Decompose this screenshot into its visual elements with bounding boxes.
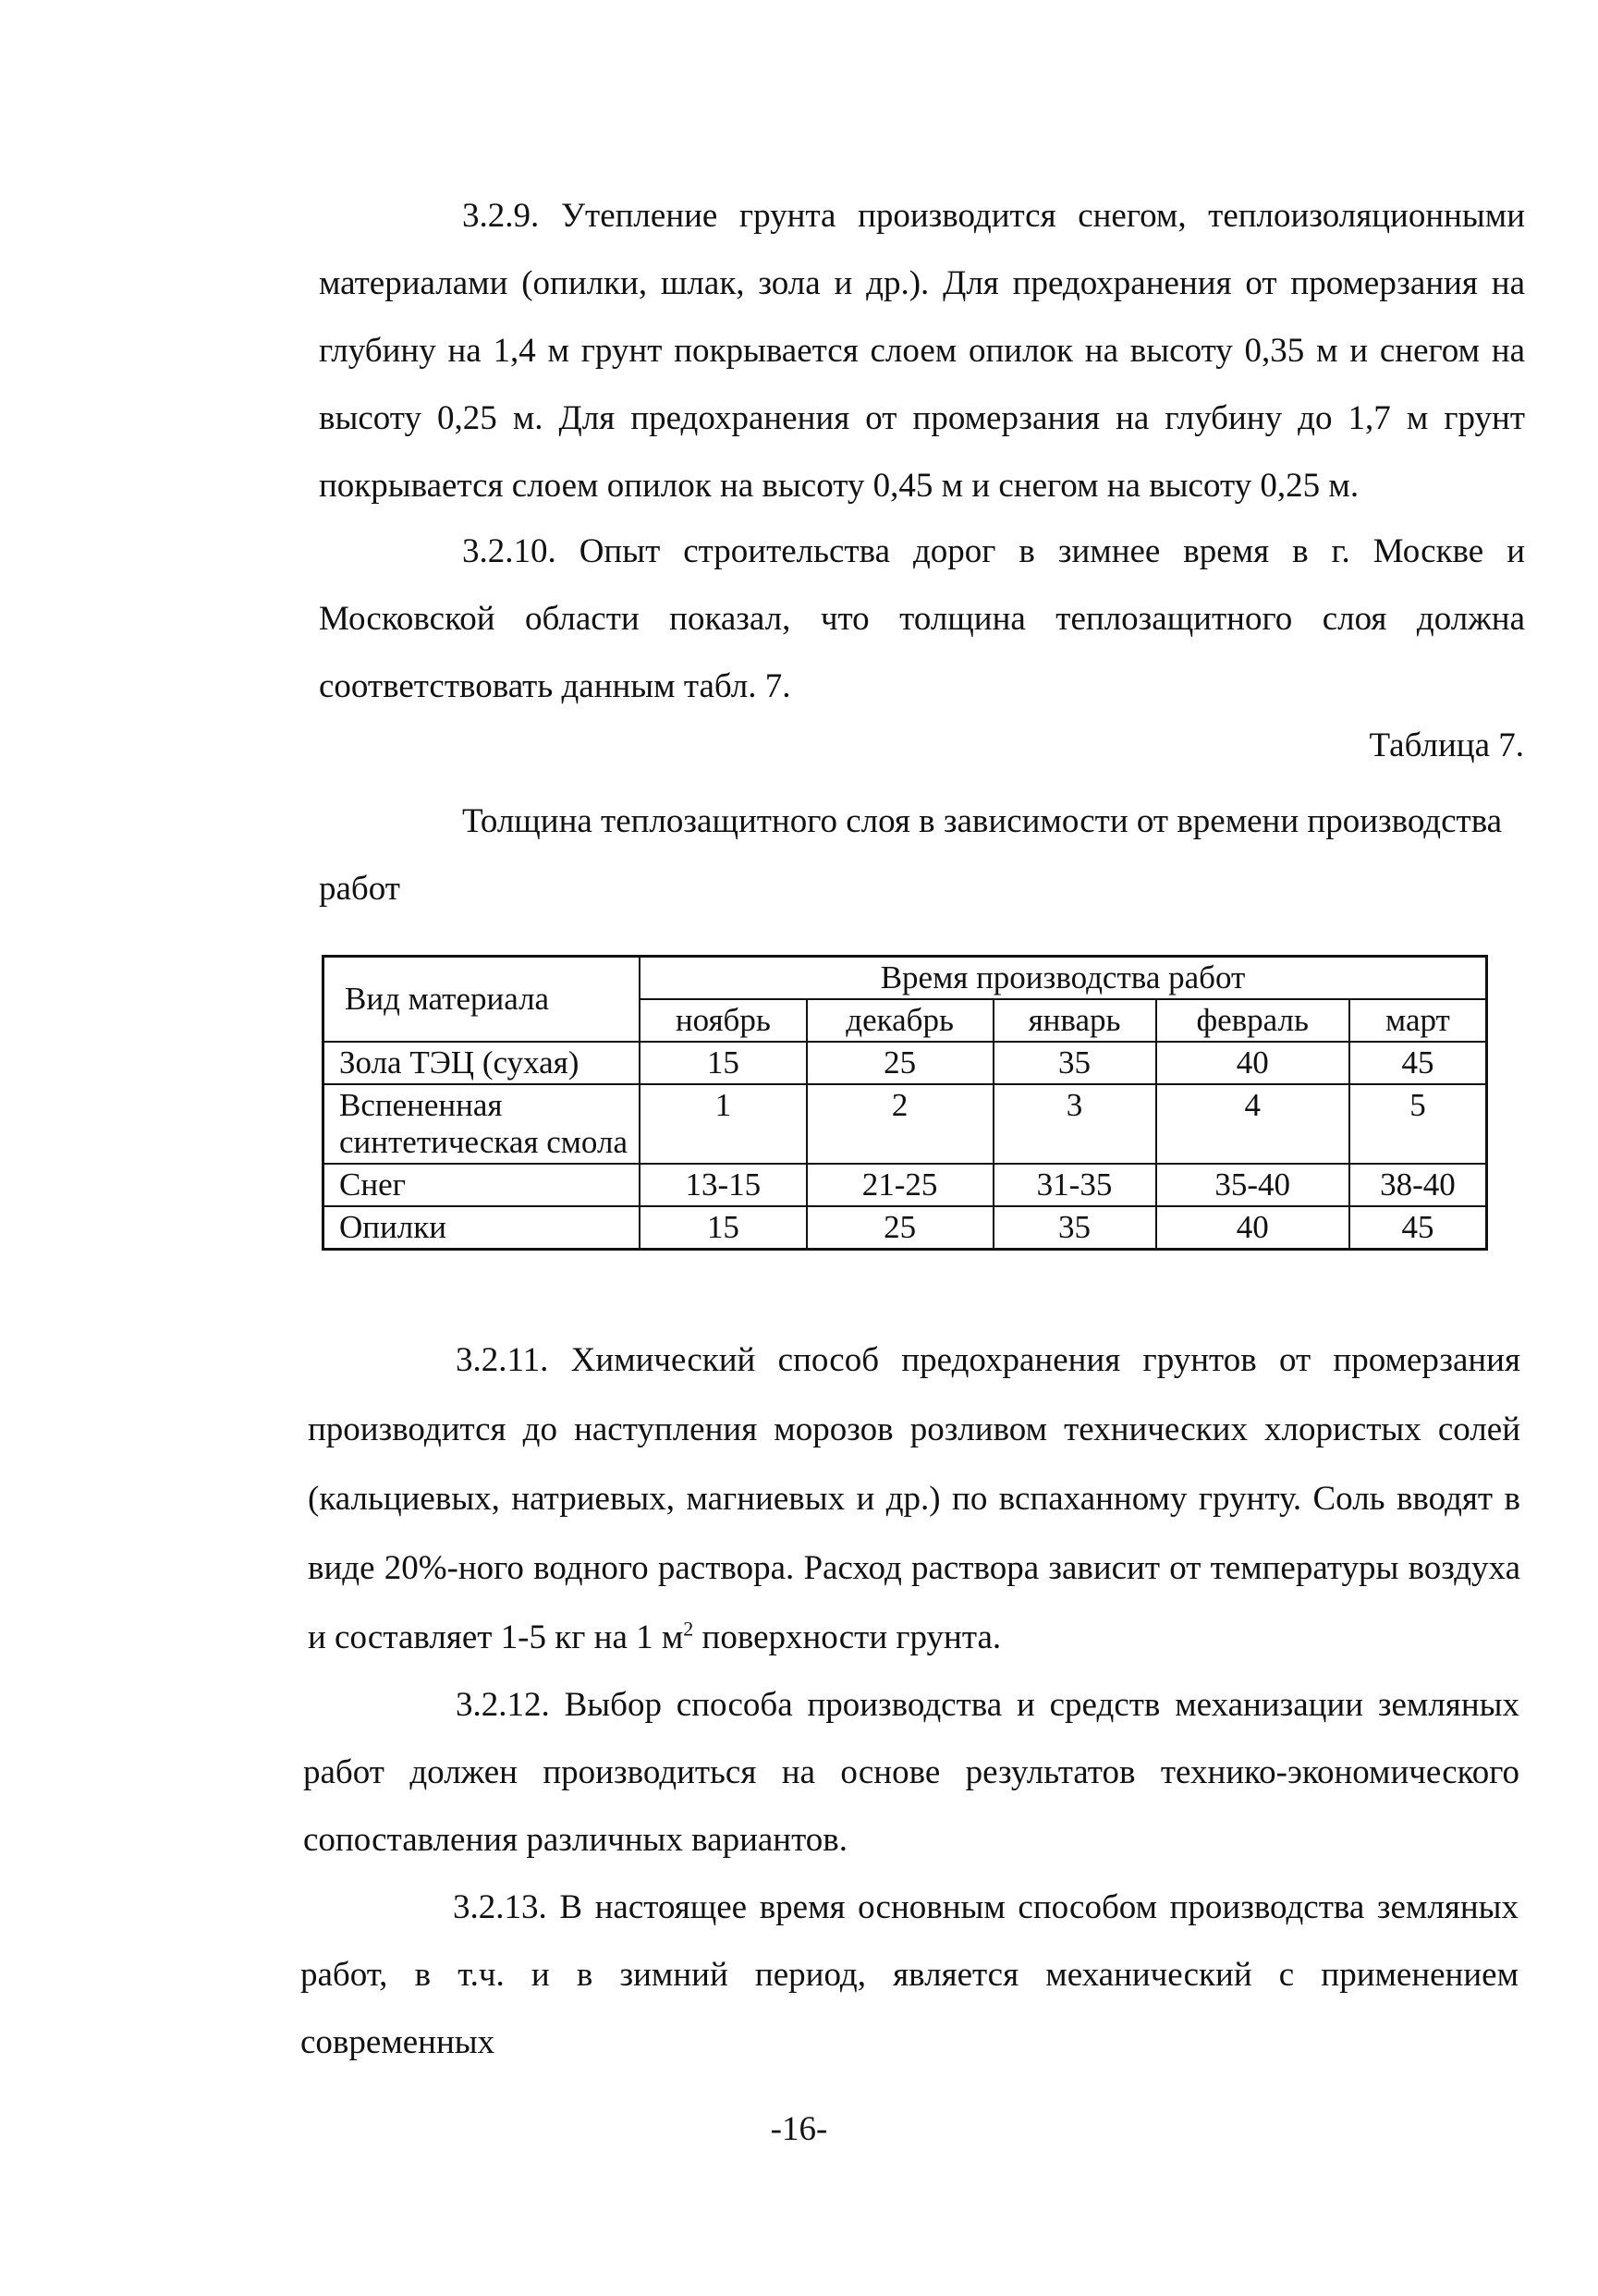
table-header-row [323,957,1487,1000]
table-cell: 35 [994,1206,1156,1250]
table-row [323,1164,1487,1206]
header-month-march: март [1349,999,1487,1042]
table-row [323,1206,1487,1250]
table-cell: 25 [807,1206,994,1250]
table-cell: 1 [640,1084,807,1164]
insulation-thickness-table [322,955,1488,1251]
table-caption: Толщина теплозащитного слоя в зависимости от времени производства работ [319,802,1503,908]
table-cell: 13-15 [640,1164,807,1206]
row-material: Снег [323,1164,640,1206]
paragraph-3-2-11-text: 3.2.11. Химический способ предохранения грунтов от промерзания производится до наступления морозов розливом технических хлористых солей (кальциевых, натриевых, магниевых и др.) по вспаханному грунту. Соль вводят в виде 20%-ного водного раствора. Расход раствора зависит от температуры воздуха и составляет 1-5 кг на 1 м [308,1341,1520,1656]
table-cell: 38-40 [1349,1164,1487,1206]
table-cell: 15 [640,1042,807,1084]
table-cell: 4 [1156,1084,1349,1164]
header-month-january: январь [994,999,1156,1042]
table-cell: 35 [994,1042,1156,1084]
table-cell: 21-25 [807,1164,994,1206]
paragraph-3-2-12: 3.2.12. Выбор способа производства и средств механизации земляных работ должен производиться на основе результатов технико-экономического сопоставления различных вариантов. [303,1686,1519,1859]
page-number: -16- [770,2110,828,2148]
table-label: Таблица 7. [1369,727,1524,764]
paragraph-3-2-9: 3.2.9. Утепление грунта производится снегом, теплоизоляционными материалами (опилки, шлак, зола и др.). Для предохранения от промерзания на глубину на 1,4 м грунт покрывается слоем опилок на высоту 0,35 м и снегом на высоту 0,25 м. Для предохранения от промерзания на глубину до 1,7 м грунт покрывается слоем опилок на высоту 0,45 м и снегом на высоту 0,25 м. [319,197,1525,505]
table-row [323,1084,1487,1164]
table-cell: 45 [1349,1042,1487,1084]
header-month-november: ноябрь [640,999,807,1042]
table-row [323,1042,1487,1084]
paragraph-3-2-11-tail: поверхности грунта. [693,1618,1002,1656]
paragraph-3-2-11 [308,1325,1520,1672]
square-superscript: 2 [683,1617,694,1641]
paragraph-3-2-10: 3.2.10. Опыт строительства дорог в зимнее время в г. Москве и Московской области показал, что толщина теплозащитного слоя должна соответствовать данным табл. 7. [319,532,1525,705]
row-material: Зола ТЭЦ (сухая) [323,1042,640,1084]
header-work-time: Время производства работ [640,957,1487,1000]
table-cell: 15 [640,1206,807,1250]
paragraph-3-2-13: 3.2.13. В настоящее время основным способом производства земляных работ, в т.ч. и в зимний период, является механический с применением современных [300,1888,1519,2061]
row-material: Опилки [323,1206,640,1250]
table-cell: 40 [1156,1042,1349,1084]
table-cell: 3 [994,1084,1156,1164]
table-cell: 40 [1156,1206,1349,1250]
table-cell: 35-40 [1156,1164,1349,1206]
table-cell: 2 [807,1084,994,1164]
header-month-february: февраль [1156,999,1349,1042]
table-cell: 45 [1349,1206,1487,1250]
table-cell: 5 [1349,1084,1487,1164]
table-cell: 31-35 [994,1164,1156,1206]
row-material: Вспененная синтетическая смола [323,1084,640,1164]
header-month-december: декабрь [807,999,994,1042]
header-material: Вид материала [323,957,640,1043]
table-cell: 25 [807,1042,994,1084]
